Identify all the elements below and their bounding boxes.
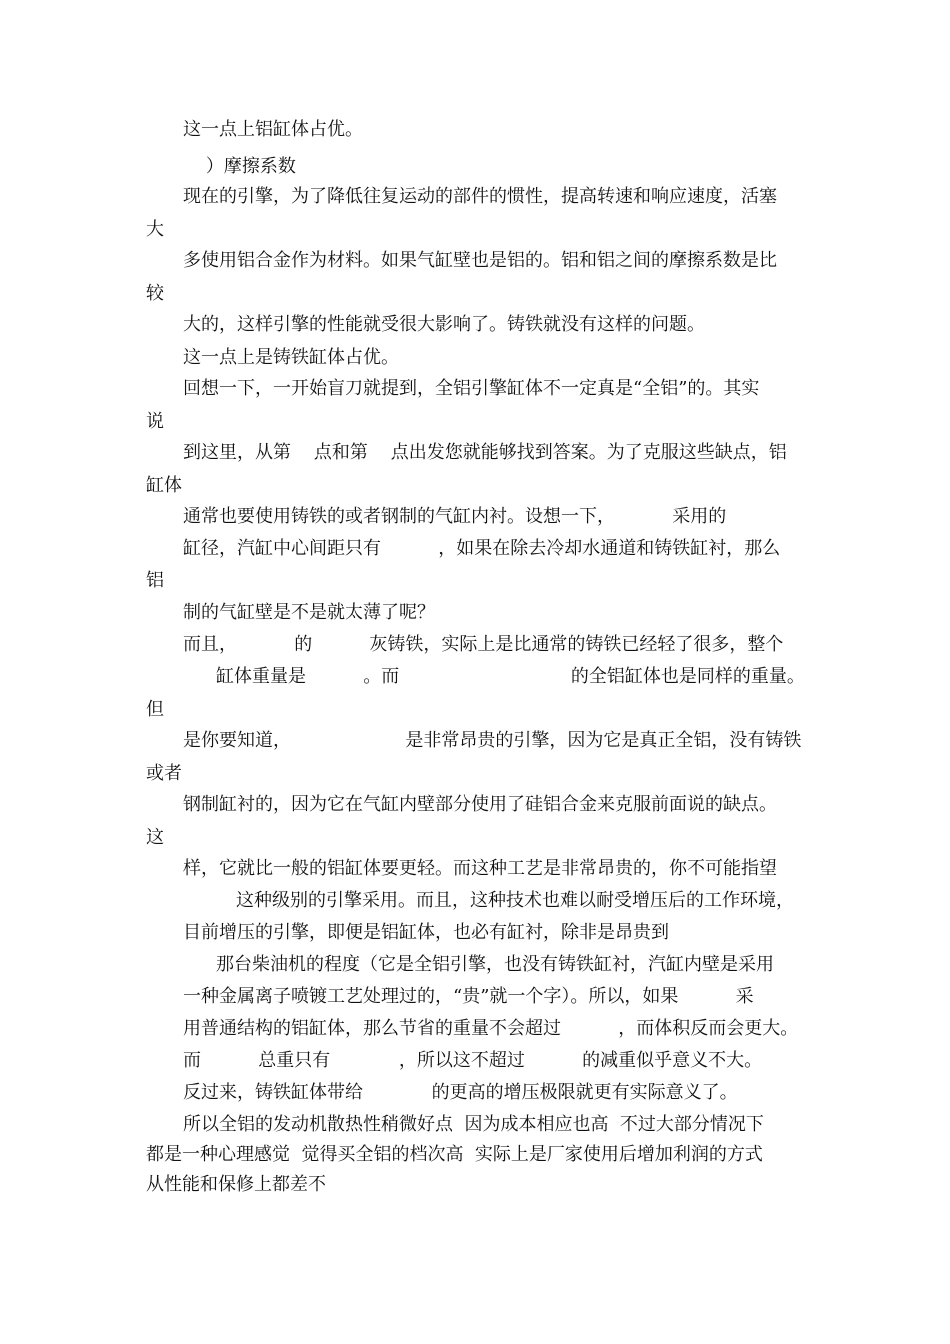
text-line: 这一点上是铸铁缸体占优。 bbox=[183, 347, 399, 368]
text-line: 从性能和保修上都差不 bbox=[146, 1174, 326, 1195]
text-line: 多使用铝合金作为材料。如果气缸壁也是铝的。铝和铝之间的摩擦系数是比 bbox=[183, 250, 777, 271]
text-line: 缸体重量是 。而 的全铝缸体也是同样的重量。 bbox=[216, 666, 805, 687]
text-line: 用普通结构的铝缸体，那么节省的重量不会超过 ，而体积反而会更大。 bbox=[183, 1018, 799, 1039]
text-line: 这一点上铝缸体占优。 bbox=[183, 119, 363, 140]
text-line: 钢制缸衬的，因为它在气缸内壁部分使用了硅铝合金来克服前面说的缺点。 bbox=[183, 794, 777, 815]
text-line: 现在的引擎，为了降低往复运动的部件的惯性，提高转速和响应速度，活塞 bbox=[183, 186, 777, 207]
text-line: 铝 bbox=[146, 570, 164, 591]
text-line: 而 总重只有 ，所以这不超过 的减重似乎意义不大。 bbox=[183, 1050, 763, 1071]
text-line: 目前增压的引擎，即便是铝缸体，也必有缸衬，除非是昂贵到 bbox=[183, 922, 669, 943]
text-line: 大的，这样引擎的性能就受很大影响了。铸铁就没有这样的问题。 bbox=[183, 314, 705, 335]
text-line: 说 bbox=[146, 411, 164, 432]
text-line: 或者 bbox=[146, 763, 182, 784]
text-line: 缸径，汽缸中心间距只有 ，如果在除去冷却水通道和铸铁缸衬，那么 bbox=[183, 538, 781, 559]
text-line: 到这里，从第 点和第 点出发您就能够找到答案。为了克服这些缺点，铝 bbox=[183, 442, 787, 463]
text-line: 较 bbox=[146, 283, 164, 304]
text-line: 回想一下，一开始盲刀就提到，全铝引擎缸体不一定真是“全铝”的。其实 bbox=[183, 378, 760, 399]
text-line: 但 bbox=[146, 699, 164, 720]
section-heading: ）摩擦系数 bbox=[183, 156, 296, 177]
text-line: 是你要知道， 是非常昂贵的引擎，因为它是真正全铝，没有铸铁 bbox=[183, 730, 802, 751]
text-line: 一种金属离子喷镀工艺处理过的，“贵”就一个字）。所以，如果 采 bbox=[183, 986, 754, 1007]
text-line: 制的气缸壁是不是就太薄了呢？ bbox=[183, 602, 435, 623]
text-line: 通常也要使用铸铁的或者钢制的气缸内衬。设想一下， 采用的 bbox=[183, 506, 727, 527]
text-line: 那台柴油机的程度（它是全铝引擎，也没有铸铁缸衬，汽缸内壁是采用 bbox=[216, 954, 774, 975]
text-line: 这 bbox=[146, 827, 164, 848]
text-line: 而且， 的 灰铸铁，实际上是比通常的铸铁已经轻了很多，整个 bbox=[183, 634, 784, 655]
text-line: 所以全铝的发动机散热性稍微好点 因为成本相应也高 不过大部分情况下 bbox=[183, 1114, 764, 1135]
text-line: 反过来，铸铁缸体带给 的更高的增压极限就更有实际意义了。 bbox=[183, 1082, 738, 1103]
text-line: 缸体 bbox=[146, 475, 182, 496]
text-line: 大 bbox=[146, 219, 164, 240]
text-line: 样，它就比一般的铝缸体要更轻。而这种工艺是非常昂贵的，你不可能指望 bbox=[183, 858, 777, 879]
text-line: 都是一种心理感觉 觉得买全铝的档次高 实际上是厂家使用后增加利润的方式 bbox=[146, 1144, 763, 1165]
text-line: 这种级别的引擎采用。而且，这种技术也难以耐受增压后的工作环境， bbox=[236, 890, 794, 911]
